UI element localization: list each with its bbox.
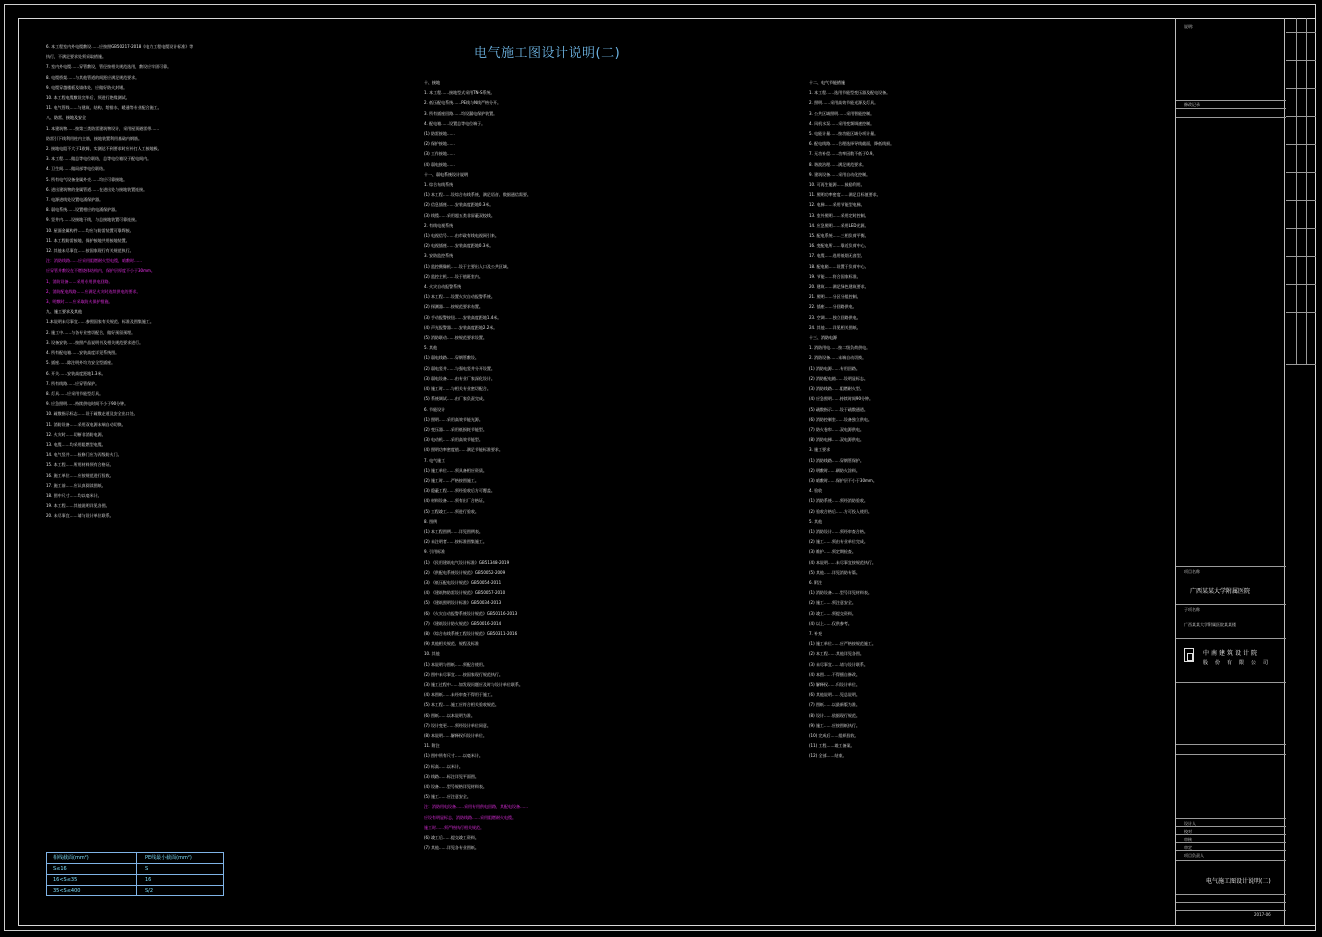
note-line: 14. 应急照明……采用LED光源。: [809, 222, 869, 228]
note-line: (2) 未注明者……按标准图集施工。: [424, 539, 487, 545]
strip-cell: [1286, 144, 1316, 145]
note-line: 11. 本工程防雷接地、保护接地共用接地装置。: [46, 237, 130, 243]
note-line: 3. 设备安装……按照产品说明书及相关规范要求进行。: [46, 339, 144, 345]
note-line: 3. 本工程……做总等电位联结，总等电位箱设于配电间内。: [46, 156, 152, 162]
strip-cell: [1286, 116, 1316, 117]
note-line: (4) 本图纸……未经审查不得用于施工。: [424, 692, 495, 698]
note-line: 13. 电缆……均采用阻燃型电缆。: [46, 441, 106, 447]
note-line: (11) 工程……竣工备案。: [809, 743, 855, 749]
divider: [1176, 818, 1286, 819]
note-line: 十、接地: [424, 80, 440, 85]
note-line: (1) 消防线路……穿钢管保护。: [809, 457, 864, 463]
divider: [1176, 902, 1286, 903]
note-line: 6. 进出建筑物的金属管道……在进出处与接地装置连接。: [46, 186, 148, 192]
note-line: (12) 全部……结束。: [809, 753, 847, 759]
note-line: (1) 电视信号……由市政有线电视网引来。: [424, 233, 499, 239]
note-line: 1.本说明未尽事宜……参照国家有关规范、标准及图集施工。: [46, 319, 154, 325]
note-line: 16. 变配电所……靠近负荷中心。: [809, 243, 869, 249]
revision-strip: [1286, 18, 1316, 926]
note-line: 5. 其他: [424, 345, 438, 351]
note-line: 1. 本建筑物……按第三类防雷建筑物设计，采用屋顶避雷带……: [46, 125, 160, 131]
note-line: (4) 照明功率密度值……满足节能标准要求。: [424, 447, 503, 453]
table-cell: 16: [145, 877, 152, 883]
note-line: 12. 电梯……采用节能型电梯。: [809, 202, 865, 208]
note-line: 十三、消防电源: [809, 335, 837, 341]
note-line: 1. 本工程……接地型式采用TN-S系统。: [424, 90, 495, 96]
highlight-note-line: 1、消防设备……采用专用供电回路。: [46, 278, 113, 284]
note-line: (2) 探测器……按规范要求布置。: [424, 304, 483, 310]
note-line: 8. 谐波治理……满足规范要求。: [809, 161, 867, 167]
note-line: (2) 保护接地……: [424, 141, 455, 147]
note-line: 11. 附注: [424, 743, 440, 749]
table-row: [47, 886, 223, 897]
note-line: 24. 其他……详见相关图纸。: [809, 324, 861, 330]
note-line: 3. 施工要求: [809, 447, 831, 453]
note-line: 15. 配电系统……三相负荷平衡。: [809, 233, 869, 239]
note-line: (8) 设计……依据现行规范。: [809, 712, 860, 718]
note-line: 5. 电能计量……按功能区域分项计量。: [809, 131, 879, 137]
highlight-note-line: 注：消防用电设备……采用专用供电回路，其配电设备……: [424, 804, 528, 810]
drawing-title: 电气施工图设计说明(二): [1206, 878, 1271, 885]
note-line: (3) 工作接地……: [424, 151, 455, 157]
strip-cell: [1286, 256, 1316, 257]
note-line: 21. 照明……分区分组控制。: [809, 294, 861, 300]
divider: [1176, 638, 1286, 639]
note-line: 2. 照明……采用高效节能光源及灯具。: [809, 100, 879, 106]
note-line: (3) 暗敷时……保护层不小于30mm。: [809, 477, 877, 483]
divider: [1176, 910, 1286, 911]
note-line: (3) 线缆……采用超五类非屏蔽双绞线。: [424, 212, 495, 218]
note-line: (1) 图中所有尺寸……以毫米计。: [424, 753, 483, 759]
note-line: 19. 节能……符合国家标准。: [809, 273, 861, 279]
note-line: (1) 照明……采用高效节能光源。: [424, 416, 483, 422]
note-line: (4) 声光报警器……安装高度距地2.2米。: [424, 324, 498, 330]
divider: [1176, 860, 1286, 861]
note-line: 6. 节能设计: [424, 406, 446, 412]
signature-row: 审定: [1184, 845, 1192, 850]
note-line: 11. 消防设备……采用双电源末端自动切换。: [46, 421, 126, 427]
note-line: (5) 疏散指示……设于疏散通道。: [809, 406, 868, 412]
note-line: 执行，不满足要求处须采取措施。: [46, 54, 106, 60]
note-line: 5. 所有电气设备金属外壳……均应可靠接地。: [46, 176, 128, 182]
note-line: (8) 《综合布线系统工程设计规范》GB50311-2016: [424, 630, 518, 636]
table-header-row: [47, 853, 223, 864]
note-line: (2) 标高……以米计。: [424, 763, 463, 769]
company-type: 股份有限公司: [1203, 660, 1276, 666]
signature-row: 设计人: [1184, 821, 1196, 826]
strip-cell: [1286, 88, 1316, 89]
note-line: 18. 图中尺寸……均以毫米计。: [46, 492, 102, 498]
table-cell: S/2: [145, 888, 154, 894]
note-line: 2. 施工中……与各专业密切配合，做好预留预埋。: [46, 329, 136, 335]
note-line: (1) 消防系统……须经消防验收。: [809, 498, 868, 504]
note-line: 9. 应急照明……持续供电时间不小于90分钟。: [46, 401, 129, 407]
note-line: 7. 补充: [809, 630, 823, 636]
note-line: 11. 照明功率密度……满足目标值要求。: [809, 192, 881, 198]
note-line: (5) 施工……应注意安全。: [424, 794, 471, 800]
note-line: (3) 手动报警按钮……安装高度距地1.4米。: [424, 314, 502, 320]
note-line: (1) 消防电源……专用回路。: [809, 365, 860, 371]
note-line: 1. 消防用电……按二级负荷供电。: [809, 345, 871, 351]
note-line: 4. 配电箱……设置总等电位端子。: [424, 120, 486, 126]
note-line: 16. 施工单位……应按规范进行验收。: [46, 472, 114, 478]
note-line: (1) 《民用建筑电气设计标准》GB51348-2019: [424, 559, 510, 565]
note-line: 12. 火灾时……切断非消防电源。: [46, 431, 106, 437]
strip-cell: [1286, 284, 1316, 285]
note-line: (5) 其他……详见消防专篇。: [809, 569, 860, 575]
highlight-note-line: 3、明敷时……应采取防火保护措施。: [46, 299, 113, 305]
note-line: 1. 综合布线系统: [424, 182, 454, 188]
note-line: 10. 本工程电缆敷设完毕后，须进行绝缘测试。: [46, 95, 130, 101]
note-line: (3) 电动机……采用高效节能型。: [424, 437, 483, 443]
company-name: 中南建筑设计院: [1203, 650, 1260, 657]
highlight-note-line: 施工时……须严格执行相关规范。: [424, 824, 484, 830]
note-line: (7) 防火卷帘……双电源供电。: [809, 426, 864, 432]
note-line: 11. 电气管线……与建筑、结构、给排水、暖通等专业配合施工。: [46, 105, 162, 111]
note-line: (5) 消防联动……按规范要求设置。: [424, 335, 487, 341]
note-line: (5) 系统调试……由厂家负责完成。: [424, 396, 487, 402]
note-line: (8) 消防电梯……双电源供电。: [809, 437, 864, 443]
note-line: (2) 施工时……严格按图施工。: [424, 477, 479, 483]
note-line: 17. 施工前……应认真阅读图纸。: [46, 482, 106, 488]
divider: [1176, 754, 1286, 755]
note-line: 6. 开关……安装高度距地1.3米。: [46, 370, 106, 376]
note-line: (2) 验收合格后……方可投入使用。: [809, 508, 872, 514]
note-line: (5) 《建筑照明设计标准》GB50034-2013: [424, 600, 502, 606]
notes-column-2: [424, 78, 636, 878]
note-line: (1) 施工单位……须具备相应资质。: [424, 467, 487, 473]
note-line: 4. 风机水泵……采用变频调速控制。: [809, 120, 875, 126]
divider: [1176, 108, 1286, 109]
note-line: 9. 引用标准: [424, 549, 446, 555]
page-title: 电气施工图设计说明(二): [474, 46, 621, 61]
note-line: (7) 其他……详见各专业图纸。: [424, 845, 479, 851]
divider: [1176, 826, 1286, 827]
note-line: 6. 本工程室内外电缆敷设……应按照GB50217-2018《电力工程电缆设计标准》等: [46, 44, 194, 49]
note-line: 8. 弱电系统……设置相应的电涌保护器。: [46, 207, 120, 213]
divider: [1176, 744, 1286, 745]
note-line: (4) 本图……不得擅自修改。: [809, 671, 860, 677]
note-line: 8. 图例: [424, 518, 438, 524]
divider: [1176, 604, 1286, 605]
notes-column-1: [46, 42, 246, 842]
note-line: (4) 设备……型号规格详见材料表。: [424, 784, 487, 790]
note-line: (3) 线路……标注详见平面图。: [424, 773, 479, 779]
strip-cell: [1286, 312, 1316, 313]
note-line: (1) 监控摄像机……设于主要出入口及公共区域。: [424, 263, 511, 269]
note-line: 22. 插座……分回路供电。: [809, 304, 857, 310]
highlight-note-line: 应设有明显标志，消防线路……采用阻燃耐火电缆。: [424, 814, 516, 820]
note-line: 13. 室外照明……采用定时控制。: [809, 212, 869, 218]
note-line: (8) 本说明……解释权归设计单位。: [424, 733, 487, 738]
note-line: 20. 建筑……满足绿色建筑要求。: [809, 284, 869, 290]
note-line: (4) 弱电接地……: [424, 161, 455, 167]
divider: [1176, 894, 1286, 895]
strip-cell: [1286, 60, 1316, 61]
strip-cell: [1286, 172, 1316, 173]
note-line: (2) 施工……须注意安全。: [809, 600, 856, 606]
note-line: 7. 所有线路……应穿管保护。: [46, 380, 100, 386]
note-line: 十一、弱电系统设计说明: [424, 171, 468, 177]
table-row: [47, 875, 223, 886]
note-line: (4) 应急照明……持续时间90分钟。: [809, 396, 874, 402]
subproject-label: 子项名称: [1184, 607, 1200, 612]
highlight-note-line: 注：消防线路……应采用阻燃耐火型电缆，暗敷时……: [46, 258, 142, 264]
note-line: 10. 疏散指示标志……设于疏散走道及安全出口处。: [46, 411, 138, 417]
note-line: (4) 材料设备……须有出厂合格证。: [424, 498, 487, 504]
drawing-date: 2017-06: [1254, 912, 1271, 917]
note-line: (2) 明敷时……刷防火涂料。: [809, 467, 860, 473]
pe-conductor-table: [46, 852, 224, 896]
note-line: (3) 隐蔽工程……须经验收后方可覆盖。: [424, 488, 495, 494]
note-line: 10. 可再生能源……鼓励利用。: [809, 182, 865, 188]
note-line: (2) 弱电竖井……与强电竖井分开设置。: [424, 365, 495, 371]
strip-cell: [1286, 200, 1316, 201]
note-line: 17. 电缆……选用低烟无卤型。: [809, 253, 865, 259]
project-label: 项目名称: [1184, 569, 1200, 574]
note-line: 4. 所有配电箱……安装高度详见系统图。: [46, 350, 120, 356]
note-line: (9) 其他相关规范、规程及标准: [424, 641, 479, 647]
note-line: (1) 弱电线路……穿钢管敷设。: [424, 355, 479, 361]
strip-cell: [1286, 364, 1316, 365]
project-name: 广西某某大学附属医院: [1190, 588, 1251, 595]
note-line: 十二、电气节能措施: [809, 80, 845, 85]
table-row: [47, 864, 223, 875]
signature-row: 项目负责人: [1184, 853, 1204, 858]
note-line: 10. 屋面金属构件……均应与防雷装置可靠焊接。: [46, 227, 134, 233]
note-line: (3) 施工过程中……如发现问题应及时与设计单位联系。: [424, 681, 523, 687]
note-line: (7) 图纸……以最新版为准。: [809, 702, 860, 708]
note-line: 2. 低压配电系统……PE线与N线严格分开。: [424, 100, 502, 106]
note-line: (4) 《建筑物防雷设计规范》GB50057-2010: [424, 590, 506, 596]
note-line: (3) 消防线路……阻燃耐火型。: [809, 386, 864, 392]
note-line: 2. 接地电阻不大于1欧姆，实测达不到要求时应补打人工接地极。: [46, 146, 162, 152]
note-line: 9. 建筑设备……采用自动化控制。: [809, 171, 871, 177]
note-line: (5) 本工程……施工应符合相关验收规范。: [424, 702, 499, 708]
note-line: 1. 本工程……选用节能型变压器及配电设备。: [809, 90, 891, 96]
note-line: 6. 附注: [809, 579, 823, 585]
table-cell: S≤16: [47, 864, 137, 874]
note-line: (5) 解释权……归设计单位。: [809, 681, 860, 687]
note-line: (6) 图纸……以本说明为准。: [424, 712, 475, 718]
divider: [1176, 842, 1286, 843]
note-line: (6) 《火灾自动报警系统设计规范》GB50116-2013: [424, 610, 518, 616]
table-cell: 16<S≤35: [47, 875, 137, 885]
note-line: 18. 配电箱……设置于负荷中心。: [809, 263, 869, 269]
note-line: 防雷引下线利用柱内主筋，接地装置利用基础内钢筋。: [46, 135, 142, 141]
highlight-note-line: 应穿管并敷设在不燃烧体结构内，保护层厚度不小于30mm。: [46, 268, 155, 274]
highlight-note-line: 2、消防配电线路……应满足火灾时连续供电的要求。: [46, 288, 141, 294]
strip-cell: [1286, 32, 1316, 33]
note-line: 7. 无功补偿……功率因数不低于0.9。: [809, 151, 877, 157]
note-line: (4) 施工时……与相关专业密切配合。: [424, 386, 491, 392]
signature-row: 审核: [1184, 837, 1192, 842]
title-block: [1175, 18, 1285, 926]
note-line: 6. 配电线路……合理选择导线截面，降低线损。: [809, 141, 895, 147]
note-line: (7) 《建筑设计防火规范》GB50016-2014: [424, 620, 502, 626]
revision-label: 修改记录: [1184, 102, 1200, 107]
note-line: (2) 信息插座……安装高度距地0.3米。: [424, 202, 494, 208]
note-line: 7. 电源进线处设置电涌保护器。: [46, 197, 104, 203]
note-line: (2) 电视插座……安装高度距地0.3米。: [424, 243, 494, 249]
divider: [1176, 117, 1286, 118]
note-line: (2) 施工……须由专业单位完成。: [809, 539, 868, 545]
note-line: 5. 其他: [809, 518, 823, 524]
notes-column-3: [809, 78, 1031, 838]
note-line: 2. 有线电视系统: [424, 222, 454, 228]
note-line: (1) 本说明与图纸……须配合使用。: [424, 661, 487, 667]
signature-row: 校对: [1184, 829, 1192, 834]
note-line: (1) 本工程图例……详见图例表。: [424, 528, 483, 534]
note-line: 3. 所有插座回路……均设漏电保护装置。: [424, 110, 498, 116]
note-line: 4. 验收: [809, 488, 823, 494]
divider: [1176, 834, 1286, 835]
note-line: 4. 火灾自动报警系统: [424, 284, 462, 290]
note-line: (3) 维护……须定期检查。: [809, 549, 856, 555]
note-line: 2. 消防设备……末端自动切换。: [809, 355, 867, 361]
company-logo-icon: [1184, 648, 1194, 662]
note-line: 八、防雷、接地及安全: [46, 115, 86, 121]
note-line: 12. 其他未尽事宜……按国家现行有关规范执行。: [46, 248, 134, 254]
table-header-cell: PE线最小截面(mm²): [145, 855, 192, 861]
note-line: 4. 卫生间……做局部等电位联结。: [46, 166, 108, 172]
note-line: (7) 设计变更……须经设计单位同意。: [424, 722, 491, 728]
divider: [1176, 682, 1286, 683]
note-line: 20. 未尽事宜……请与设计单位联系。: [46, 513, 114, 519]
note-line: (2) 监控主机……设于值班室内。: [424, 273, 483, 279]
note-line: (1) 施工单位……应严格按规范施工。: [809, 641, 876, 647]
note-line: (1) 消防设计……须经审查合格。: [809, 528, 868, 534]
note-line: (6) 其他说明……见总说明。: [809, 692, 860, 698]
note-line: 7. 电气施工: [424, 457, 446, 463]
note-line: (4) 以上……仅供参考。: [809, 620, 852, 626]
note-line: 8. 灯具……应采用节能型灯具。: [46, 390, 104, 396]
note-line: 9. 电缆穿越楼板及墙体处，应做好防火封堵。: [46, 84, 128, 90]
note-line: (2) 图中未尽事宜……按国家现行规范执行。: [424, 671, 503, 677]
note-line: (2) 变压器……采用低损耗节能型。: [424, 426, 487, 432]
note-line: 19. 本工程……其他说明详见各图。: [46, 503, 110, 509]
note-line: (10) 完成后……组织验收。: [809, 733, 859, 738]
note-line: (6) 竣工后……提交竣工资料。: [424, 835, 479, 841]
note-line: (1) 防雷接地……: [424, 131, 455, 137]
note-line: (3) 未尽事宜……请与设计联系。: [809, 661, 868, 667]
note-line: 九、施工要求及其他: [46, 309, 82, 315]
subproject-name: 广西某某大学附属医院某某楼: [1184, 622, 1236, 627]
note-line: (2) 本工程……其他详见各图。: [809, 651, 864, 657]
note-line: 8. 电缆桥架……与其他管道的间距应满足规范要求。: [46, 74, 140, 80]
table-header-cell: 相线截面(mm²): [47, 853, 137, 863]
note-line: (1) 本工程……设综合布线系统，满足语音、数据通信需要。: [424, 192, 531, 198]
divider: [1176, 566, 1286, 567]
note-line: (2) 消防配电箱……设明显标志。: [809, 375, 868, 381]
note-line: 3. 公共区域照明……采用智能控制。: [809, 110, 875, 116]
notes-label: 说明:: [1184, 24, 1194, 29]
divider: [1176, 100, 1286, 101]
note-line: 15. 本工程……所用材料须有合格证。: [46, 462, 114, 468]
note-line: 14. 电气竖井……检修门应为丙级防火门。: [46, 452, 122, 458]
note-line: 9. 竖井内……设接地干线，与总接地装置可靠连接。: [46, 217, 140, 223]
divider: [1176, 850, 1286, 851]
note-line: 23. 空调……独立回路供电。: [809, 314, 861, 320]
note-line: 3. 安防监控系统: [424, 253, 454, 259]
note-line: 7. 室内外电缆……穿管敷设，管径按相关规范选用，敷设应牢固可靠。: [46, 64, 172, 70]
note-line: 10. 其他: [424, 651, 440, 657]
note-line: (3) 《低压配电设计规范》GB50054-2011: [424, 579, 502, 585]
note-line: (2) 《供配电系统设计规范》GB50052-2009: [424, 569, 506, 575]
note-line: (3) 竣工……须提交资料。: [809, 610, 856, 616]
note-line: (4) 本说明……未尽事宜按规范执行。: [809, 559, 876, 565]
strip-cell: [1286, 228, 1316, 229]
note-line: (3) 弱电设备……由专业厂家深化设计。: [424, 375, 495, 381]
note-line: 5. 插座……除注明外均为安全型插座。: [46, 360, 116, 366]
table-cell: 35<S≤400: [47, 886, 137, 896]
note-line: (1) 消防设备……型号详见材料表。: [809, 590, 872, 596]
note-line: (5) 工程竣工……须进行验收。: [424, 508, 479, 514]
note-line: (1) 本工程……设置火灾自动报警系统。: [424, 294, 495, 300]
table-cell: S: [145, 866, 149, 872]
note-line: (9) 施工……应按图纸执行。: [809, 722, 860, 728]
note-line: (6) 消防控制室……设备独立供电。: [809, 416, 872, 422]
